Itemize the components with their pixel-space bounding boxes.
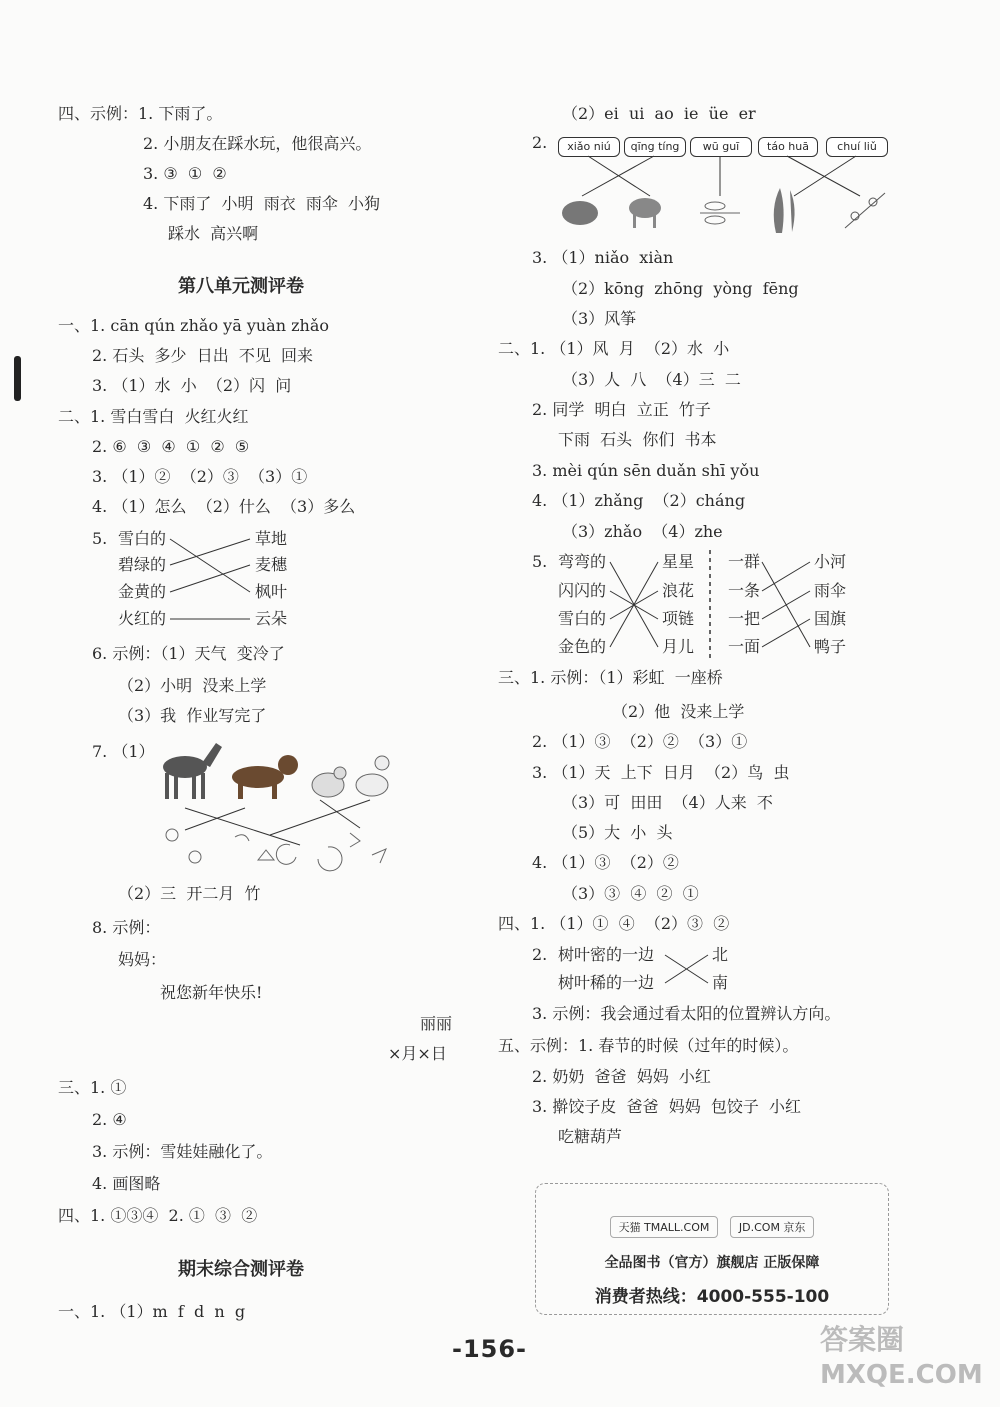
tmall-logo: 天猫 TMALL.COM: [610, 1216, 719, 1238]
horse-icon: [163, 743, 222, 799]
pinyin-pill: táo huā: [758, 137, 818, 157]
store-logos: [536, 1216, 888, 1238]
s2-3: 3. mèi qún sēn duǎn shī yǒu: [532, 461, 760, 480]
b8-2: 妈妈：: [118, 950, 167, 969]
jd-logo: JD.COM 京东: [730, 1216, 815, 1238]
r2-number: 2.: [532, 133, 548, 152]
match-right-item: 国旗: [814, 609, 847, 628]
s3-3: 3. （1）天 上下 日月 （2）鸟 虫: [532, 763, 790, 782]
pinyin-pill: xiǎo niú: [558, 137, 620, 157]
s4-1: 四、1. （1）① ④ （2）③ ②: [498, 914, 730, 933]
s5-3b: 吃糖葫芦: [558, 1127, 623, 1146]
a3: 3. （1）水 小 （2）闪 问: [92, 376, 292, 395]
b8-5: ×月×日: [388, 1044, 447, 1063]
b2: 2. ⑥ ③ ④ ① ② ⑤: [92, 437, 250, 456]
footprint-icons: [166, 829, 386, 871]
match-right-item: 星星: [662, 552, 695, 571]
s4-2-number: 2.: [532, 945, 548, 964]
match-left-item: 碧绿的: [118, 555, 167, 574]
b1: 二、1. 雪白雪白 火红火红: [58, 407, 249, 426]
s2-1: 二、1. （1）风 月 （2）水 小: [498, 339, 730, 358]
pinyin-pill: wū guī: [690, 137, 752, 157]
r0: （2）ei ui ao ie üe er: [562, 104, 756, 123]
a1: 一、1. cān qún zhǎo yā yuàn zhǎo: [58, 316, 330, 335]
s2-2: 2. 同学 明白 立正 竹子: [532, 400, 711, 419]
watermark-url: MXQE.COM: [820, 1360, 983, 1390]
match-left-item: 一条: [728, 581, 761, 600]
r3-3: （3）风筝: [562, 309, 637, 328]
s3-2: 2. （1）③ （2）② （3）①: [532, 732, 748, 751]
s2-1b: （3）人 八 （4）三 二: [562, 370, 741, 389]
s5-3: 3. 擀饺子皮 爸爸 妈妈 包饺子 小红: [532, 1097, 802, 1116]
pinyin-picture-illustration: [555, 178, 895, 240]
s4-line3: 3. ③ ① ②: [143, 164, 227, 183]
match-right-item: 枫叶: [255, 582, 288, 601]
duck-icon: [356, 756, 389, 796]
r3-2: （2）kōng zhōng yòng fēng: [562, 279, 799, 298]
c3: 3. 示例：雪娃娃融化了。: [92, 1142, 273, 1161]
match-right-item: 浪花: [662, 581, 695, 600]
b3: 3. （1）② （2）③ （3）①: [92, 467, 308, 486]
s2-4: 4. （1）zhǎng （2）cháng: [532, 491, 746, 510]
a2: 2. 石头 多少 日出 不见 回来: [92, 346, 314, 365]
b6-2: （2）小明 没来上学: [118, 676, 267, 695]
b6: 6. 示例：（1）天气 变冷了: [92, 644, 285, 663]
s3-1b: （2）他 没来上学: [612, 702, 745, 721]
match-left-item: 树叶密的一边: [558, 945, 655, 964]
peach-blossom-icon: [845, 193, 885, 228]
margin-mark: [14, 356, 21, 401]
s4-3: 3. 示例：我会通过看太阳的位置辨认方向。: [532, 1004, 841, 1023]
b8-4: 丽丽: [420, 1014, 453, 1033]
s3-3b: （3）可 田田 （4）人来 不: [562, 793, 773, 812]
animal-footprint-illustration: [150, 735, 400, 875]
pinyin-pill: chuí liǔ: [826, 137, 888, 157]
b8-3: 祝您新年快乐!: [160, 983, 263, 1002]
willow-icon: [774, 188, 795, 233]
s2-5-number: 5.: [532, 552, 548, 571]
match-left-item: 雪白的: [118, 529, 167, 548]
b8: 8. 示例：: [92, 918, 161, 937]
match-right-item: 小河: [814, 552, 847, 571]
s4-line5: 踩水 高兴啊: [168, 224, 259, 243]
match-left-item: 金黄的: [118, 582, 167, 601]
match-right-item: 项链: [662, 609, 695, 628]
match-left-item: 金色的: [558, 637, 607, 656]
c4: 4. 画图略: [92, 1174, 161, 1193]
calf-icon: [629, 198, 661, 228]
c1: 三、1. ①: [58, 1078, 127, 1097]
match-left-item: 弯弯的: [558, 552, 607, 571]
match-left-item: 一群: [728, 552, 761, 571]
s3-1: 三、1. 示例：（1）彩虹 一座桥: [498, 668, 723, 687]
c2: 2. ④: [92, 1110, 127, 1129]
b6-3: （3）我 作业写完了: [118, 706, 267, 725]
s2-2b: 下雨 石头 你们 书本: [558, 430, 717, 449]
s4-line4: 4. 下雨了 小明 雨衣 雨伞 小狗: [143, 194, 381, 213]
match-right-item: 麦穗: [255, 555, 288, 574]
unit8-title: 第八单元测评卷: [178, 276, 304, 297]
match-right-item: 雨伞: [814, 581, 847, 600]
consumer-hotline: 消费者热线：4000-555-100: [594, 1287, 830, 1307]
match-right-item: 鸭子: [814, 637, 847, 656]
match-left-item: 树叶稀的一边: [558, 973, 655, 992]
store-ad-box: [535, 1183, 889, 1315]
s4-line1: 四、示例：1. 下雨了。: [58, 104, 223, 123]
match-right-item: 南: [712, 973, 729, 992]
store-name: 全品图书（官方）旗舰店 正版保障: [604, 1255, 820, 1271]
s5-2: 2. 奶奶 爸爸 妈妈 小红: [532, 1067, 711, 1086]
r3: 3. （1）niǎo xiàn: [532, 248, 674, 267]
match-left-item: 一面: [728, 637, 761, 656]
s5-1: 五、示例：1. 春节的时候（过年的时候）。: [498, 1036, 799, 1055]
b4: 4. （1）怎么 （2）什么 （3）多么: [92, 497, 356, 516]
pinyin-pill: qīng tíng: [624, 137, 686, 157]
match-left-item: 雪白的: [558, 609, 607, 628]
d1: 四、1. ①③④ 2. ① ③ ②: [58, 1206, 258, 1225]
match-right-item: 草地: [255, 529, 288, 548]
dog-icon: [232, 755, 298, 799]
s3-4b: （3）③ ④ ② ①: [562, 884, 699, 903]
e1: 一、1. （1）m f d n g: [58, 1302, 246, 1321]
b7: 7. （1）: [92, 742, 155, 761]
turtle-icon: [562, 201, 598, 225]
chicken-icon: [312, 767, 346, 797]
final-title: 期末综合测评卷: [178, 1259, 304, 1280]
s4-line2: 2. 小朋友在踩水玩，他很高兴。: [143, 134, 372, 153]
dragonfly-icon: [700, 202, 740, 224]
s3-3c: （5）大 小 头: [562, 823, 673, 842]
b5-number: 5.: [92, 529, 108, 548]
watermark-logo: 答案圈: [820, 1323, 905, 1356]
match-left-item: 闪闪的: [558, 581, 607, 600]
match-right-item: 月儿: [662, 637, 695, 656]
match-right-item: 云朵: [255, 609, 288, 628]
match-right-item: 北: [712, 945, 729, 964]
s3-4: 4. （1）③ （2）②: [532, 853, 679, 872]
match-left-item: 一把: [728, 609, 761, 628]
match-left-item: 火红的: [118, 609, 167, 628]
s2-4b: （3）zhǎo （4）zhe: [562, 522, 723, 541]
page-number: -156-: [452, 1335, 528, 1363]
b7-2: （2）三 开二月 竹: [118, 884, 261, 903]
